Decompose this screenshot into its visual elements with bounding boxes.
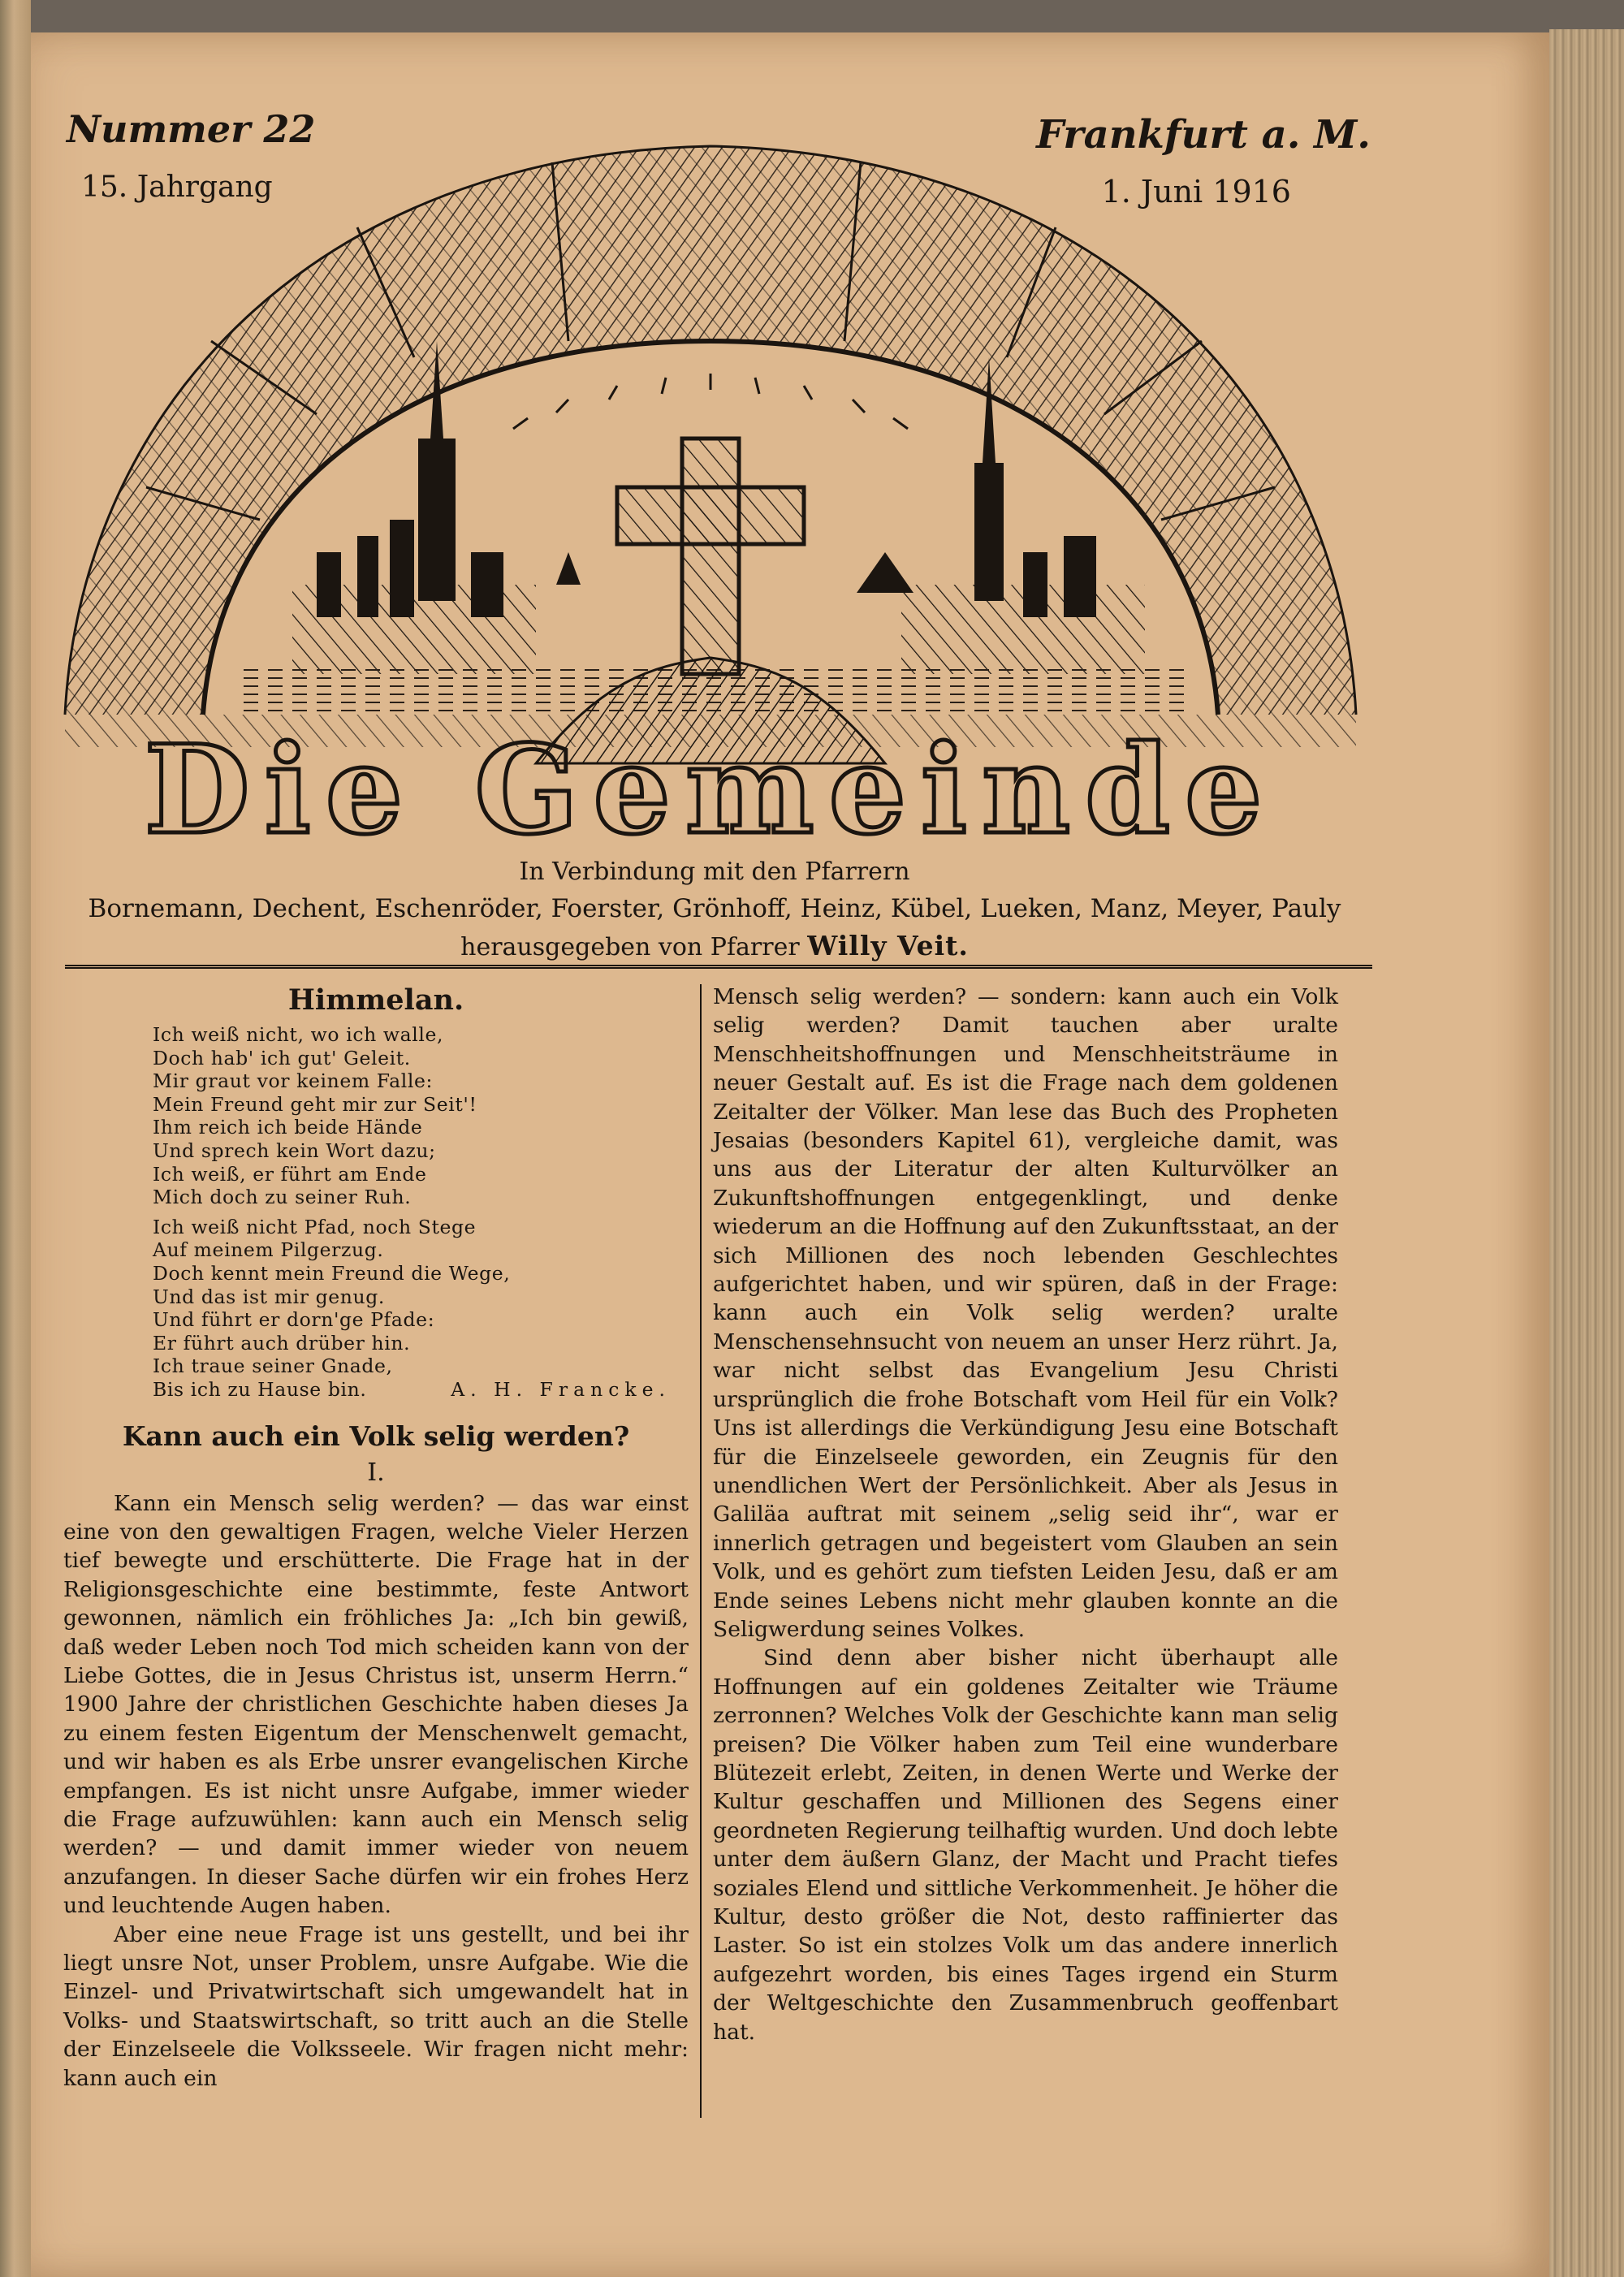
right-column	[713, 983, 1338, 2046]
poem-title: Himmelan.	[287, 983, 464, 1017]
article-left-body	[63, 1489, 689, 2093]
stacked-page-edges	[1549, 29, 1624, 2277]
article-paragraph: Aber eine neue Frage ist uns gestellt, und bei ihr liegt unsre Not, unser Problem, unsre Aufgabe. Wie die Einzel- und Privatwirtschaft sich umgewandelt hat in Volks- und Staatswirtschaft, so tritt auch an die Stelle der Einzelseele die Volksseele. Wir fragen nicht mehr: kann auch ein	[63, 1921, 689, 2091]
poem-last-line	[153, 1378, 689, 1402]
issue-number: Nummer 22	[67, 107, 316, 151]
poem-author: A. H. Francke.	[451, 1377, 671, 1401]
article-right-body	[713, 983, 1338, 2046]
poem-line: Ihm reich ich beide Hände	[153, 1116, 423, 1139]
poem-line: Und das ist mir genug.	[153, 1285, 385, 1308]
poem-line: Auf meinem Pilgerzug.	[153, 1238, 384, 1262]
column-divider	[700, 984, 702, 2118]
editor-line	[65, 927, 1364, 966]
poem-line: Und sprech kein Wort dazu;	[153, 1138, 436, 1162]
poem-line: Ich traue seiner Gnade,	[153, 1355, 393, 1378]
article-paragraph: Sind denn aber bisher nicht überhaupt alle Hoffnungen auf ein goldenes Zeitalter wie Träume zerronnen? Welches Volk der Geschichte kann man selig preisen? Die Völker haben zum Teil eine wunderbare Blütezeit erlebt, Zeiten, in denen Werte und Werke der Kultur geschaffen und Millionen des Segens einer geordneten Regierung teilhaftig wurden. Und doch lebte unter dem äußern Glanz, der Macht und Pracht tiefes soziales Elend und sittliche Verkommenheit. Je höher die Kultur, desto größer die Not, desto raffinierter das Laster. So ist ein stolzes Volk um das andere innerlich aufgezehrt worden, bis eines Tages irgend ein Sturm der Weltgeschichte den Zusammenbruch geoffenbart hat.	[713, 1645, 1339, 2045]
masthead-title: Die Gemeinde	[144, 719, 1277, 861]
poem-line: Ich weiß nicht, wo ich walle,	[153, 1023, 444, 1046]
masthead-illustration	[49, 97, 1372, 861]
pastor-names: Bornemann, Dechent, Eschenröder, Foerster, Grönhoff, Heinz, Kübel, Lueken, Manz, Meyer, Pauly	[88, 894, 1341, 923]
poem-line: Mich doch zu seiner Ruh.	[153, 1186, 412, 1209]
volume-year: 15. Jahrgang	[81, 171, 273, 204]
article-paragraph: Kann ein Mensch selig werden? — das war einst eine von den gewaltigen Fragen, welche Vieler Herzen tief bewegte und erschütterte. Die Frage hat in der Religionsgeschichte eine bestimmte, feste Antwort gewonnen, nämlich ein fröhliches Ja: „Ich bin gewiß, daß weder Leben noch Tod mich scheiden kann von der Liebe Gottes, die in Jesus Christus ist, unserm Herrn.“ 1900 Jahre der christlichen Geschichte haben dieses Ja zu einem festen Eigentum der Menschenwelt gemacht, und wir haben es als Erbe unsrer evangelischen Kirche empfangen. Es ist nicht unsre Aufgabe, immer wieder die Frage aufzuwühlen: kann auch ein Mensch selig werden? — und damit immer wieder von neuem anzufangen. In dieser Sache dürfen wir ein frohes Herz und leuchtende Augen haben.	[63, 1490, 689, 1919]
editor-name: Willy Veit.	[807, 930, 969, 961]
article-section: I.	[367, 1458, 385, 1487]
header-rule	[65, 965, 1372, 969]
poem-line: Doch hab' ich gut' Geleit.	[153, 1046, 411, 1069]
poem-body	[153, 1023, 689, 1402]
poem-line: Und führt er dorn'ge Pfade:	[153, 1308, 435, 1332]
city-label: Frankfurt a. M.	[1036, 112, 1371, 158]
left-page-edge	[0, 0, 31, 2277]
sky-rays	[513, 374, 908, 429]
poem-line: Ich weiß nicht Pfad, noch Stege	[153, 1215, 477, 1238]
poem-line: Bis ich zu Hause bin.	[153, 1377, 367, 1401]
publication-credits	[65, 854, 1364, 966]
left-column	[63, 981, 689, 2093]
poem-line: Ich weiß, er führt am Ende	[153, 1162, 427, 1186]
article-paragraph: Mensch selig werden? — sondern: kann auch ein Volk selig werden? Damit tauchen aber uralte Menschheitshoffnungen und Menschheitsträume in neuer Gestalt auf. Es ist die Frage nach dem goldenen Zeitalter der Völker. Man lese das Buch des Propheten Jesaias (besonders Kapitel 61), vergleiche damit, was uns aus der Literatur der alten Kulturvölker an Zukunftshoffnungen entgegenklingt, und denke wiederum an die Hoffnung auf den Zukunftsstaat, an der sich Millionen des noch lebenden Geschlechtes aufgerichtet haben, und wir spüren, daß in der Frage: kann auch ein Volk selig werden? uralte Menschensehnsucht von neuem an unser Herz rührt. Ja, war nicht selbst das Evangelium Jesu Christi ursprünglich die frohe Botschaft vom Heil für ein Volk? Uns ist allerdings die Verkündigung Jesu eine Botschaft für die Einzelseele geworden, ein Zeugnis für den unendlichen Wert der Persönlichkeit. Aber als Jesus in Galiläa auftrat mit seinem „selig seid ihr“, war er innerlich getragen und begeistert vom Glauben an sein Volk, und es gehört zum tiefsten Leiden Jesu, daß er am Ende seines Lebens nicht mehr glauben konnte an die Seligwerdung seines Volkes.	[713, 984, 1338, 1642]
poem-line: Doch kennt mein Freund die Wege,	[153, 1261, 511, 1285]
poem-line: Mein Freund geht mir zur Seit'!	[153, 1092, 477, 1116]
issue-date: 1. Juni 1916	[1101, 174, 1291, 210]
poem-line: Er führt auch drüber hin.	[153, 1331, 411, 1355]
article-title: Kann auch ein Volk selig werden?	[122, 1419, 630, 1452]
poem-line: Mir graut vor keinem Falle:	[153, 1069, 433, 1093]
editor-prefix: herausgegeben von Pfarrer	[460, 933, 800, 961]
credits-intro: In Verbindung mit den Pfarrern	[519, 858, 910, 886]
